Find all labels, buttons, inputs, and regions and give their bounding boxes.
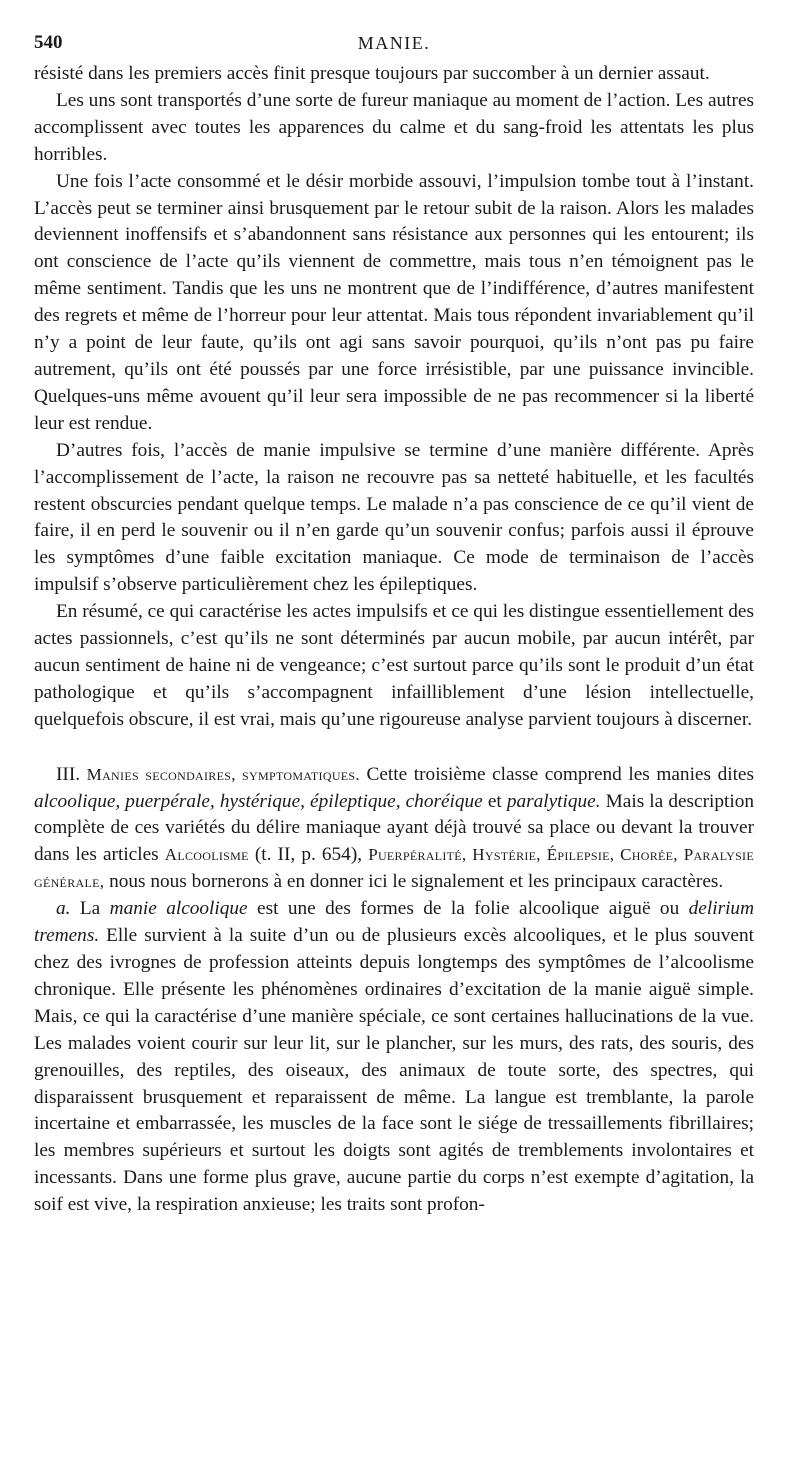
- text-run: La: [70, 898, 110, 920]
- running-head: MANIE.: [357, 33, 431, 53]
- section-heading: Manies secondaires, symptomatiques.: [86, 764, 360, 784]
- italic-run: alcoolique, puerpérale, hystérique, épileptique, choréique: [34, 790, 483, 812]
- text-run: est une des formes de la folie alcoolique aiguë ou: [247, 898, 689, 920]
- paragraph-after-act: Une fois l’acte consommé et le désir morbide assouvi, l’impulsion tombe tout à l’instant. L’accès peut se terminer ainsi brusquement par le retour subit de la raison. Alors les malades deviennent inoffensifs et s’abandonnent sans résistance aux personnes qui les entourent; ils ont conscience de l’acte qu’ils viennent de commettre, mais tous n’en témoignent pas le même sentiment. Tandis que les uns ne montrent que de l’indifférence, d’autres manifestent des regrets et même de l’horreur pour leur attentat. Mais tous répondent invariablement qu’il n’y a point de leur faute, qu’ils ont agi sans savoir pourquoi, qu’ils n’ont pas pu faire autrement, qu’ils ont été poussés par une force irrésistible, par une puissance invincible. Quelques-uns même avouent qu’il leur sera impossible de ne pas recommencer si la liberté leur est rendue.: [34, 170, 754, 434]
- paragraph-summary: En résumé, ce qui caractérise les actes impulsifs et ce qui les distingue essentiellement des actes passionnels, c’est qu’ils ne sont déterminés par aucun mobile, par aucun intérêt, par aucun sentiment de haine ni de vengeance; c’est surtout parce qu’ils sont le produit d’un état pathologique et qu’ils s’accompagnent infailliblement d’une lésion intellectuelle, quelquefois obscure, il est vrai, mais qu’une rigoureuse analyse parvient toujours à discerner.: [34, 601, 754, 730]
- paragraph-continuation: résisté dans les premiers accès finit presque toujours par succomber à un dernier assaut.: [34, 63, 710, 84]
- italic-run: delirium tremens.: [34, 898, 754, 947]
- text-run: (t. II, p. 654),: [248, 844, 369, 866]
- book-page: [34, 30, 754, 1219]
- text-run: et: [482, 790, 507, 812]
- article-references: Puerpéralité, Hystérie, Épilepsie, Chorée, Paralysie générale,: [34, 845, 754, 892]
- article-reference: Alcoolisme: [164, 845, 249, 865]
- subsection-a-paragraph: [34, 896, 754, 1219]
- section-iii-paragraph: [34, 762, 754, 897]
- page-header: [34, 30, 754, 57]
- text-run: Mais la description complète de ces variétés du délire maniaque ayant déjà trouvé sa place ou devant la trouver dans les articles: [34, 790, 754, 866]
- text-run: Elle survient à la suite d’un ou de plusieurs excès alcooliques, et le plus souvent chez des ivrognes de profession atteints depuis longtemps des symptômes de l’alcoolisme chronique. Elle présente les phénomènes ordinaires d’excitation de la manie aiguë simple. Mais, ce qui la caractérise d’une manière spéciale, ce sont certaines hallucinations de la vue. Les malades voient courir sur leur lit, sur le plancher, sur les murs, des rats, des souris, des grenouilles, des reptiles, des oiseaux, des animaux de toute sorte, des spectres, qui disparaissent brusquement et reparaissent de même. La langue est tremblante, la parole incertaine et embarrassée, les muscles de la face sont le siége de tressaillements fibrillaires; les membres supérieurs et surtout les doigts sont agités de tremblements involontaires et incessants. Dans une forme plus grave, aucune partie du corps n’est exempte d’agitation, la soif est vive, la respiration anxieuse; les traits sont profon-: [34, 925, 754, 1216]
- section-numeral: III.: [56, 763, 81, 785]
- text-run: Cette troisième classe comprend les manies dites: [359, 763, 754, 785]
- italic-run: paralytique.: [506, 790, 601, 812]
- paragraph-other-termination: D’autres fois, l’accès de manie impulsive se termine d’une manière différente. Après l’accomplissement de l’acte, la raison ne recouvre pas sa netteté habituelle, et les facultés restent obscurcies pendant quelque temps. Le malade n’a pas conscience de ce qu’il vient de faire, il en perd le souvenir ou il n’en garde qu’un souvenir confus; parfois aussi il éprouve les symptômes d’une faible excitation maniaque. Ce mode de terminaison de l’accès impulsif s’observe particulièrement chez les épileptiques.: [34, 439, 754, 596]
- italic-run: manie alcoolique: [109, 898, 248, 920]
- subsection-label: a.: [56, 898, 71, 920]
- text-run: nous nous bornerons à en donner ici le signalement et les principaux caractères.: [104, 871, 724, 893]
- section-spacer: [34, 734, 754, 762]
- paragraph-fury: Les uns sont transportés d’une sorte de fureur maniaque au moment de l’action. Les autres accomplissent avec toutes les apparences du calme et du sang-froid les attentats les plus horribles.: [34, 89, 754, 165]
- page-number: 540: [34, 32, 63, 53]
